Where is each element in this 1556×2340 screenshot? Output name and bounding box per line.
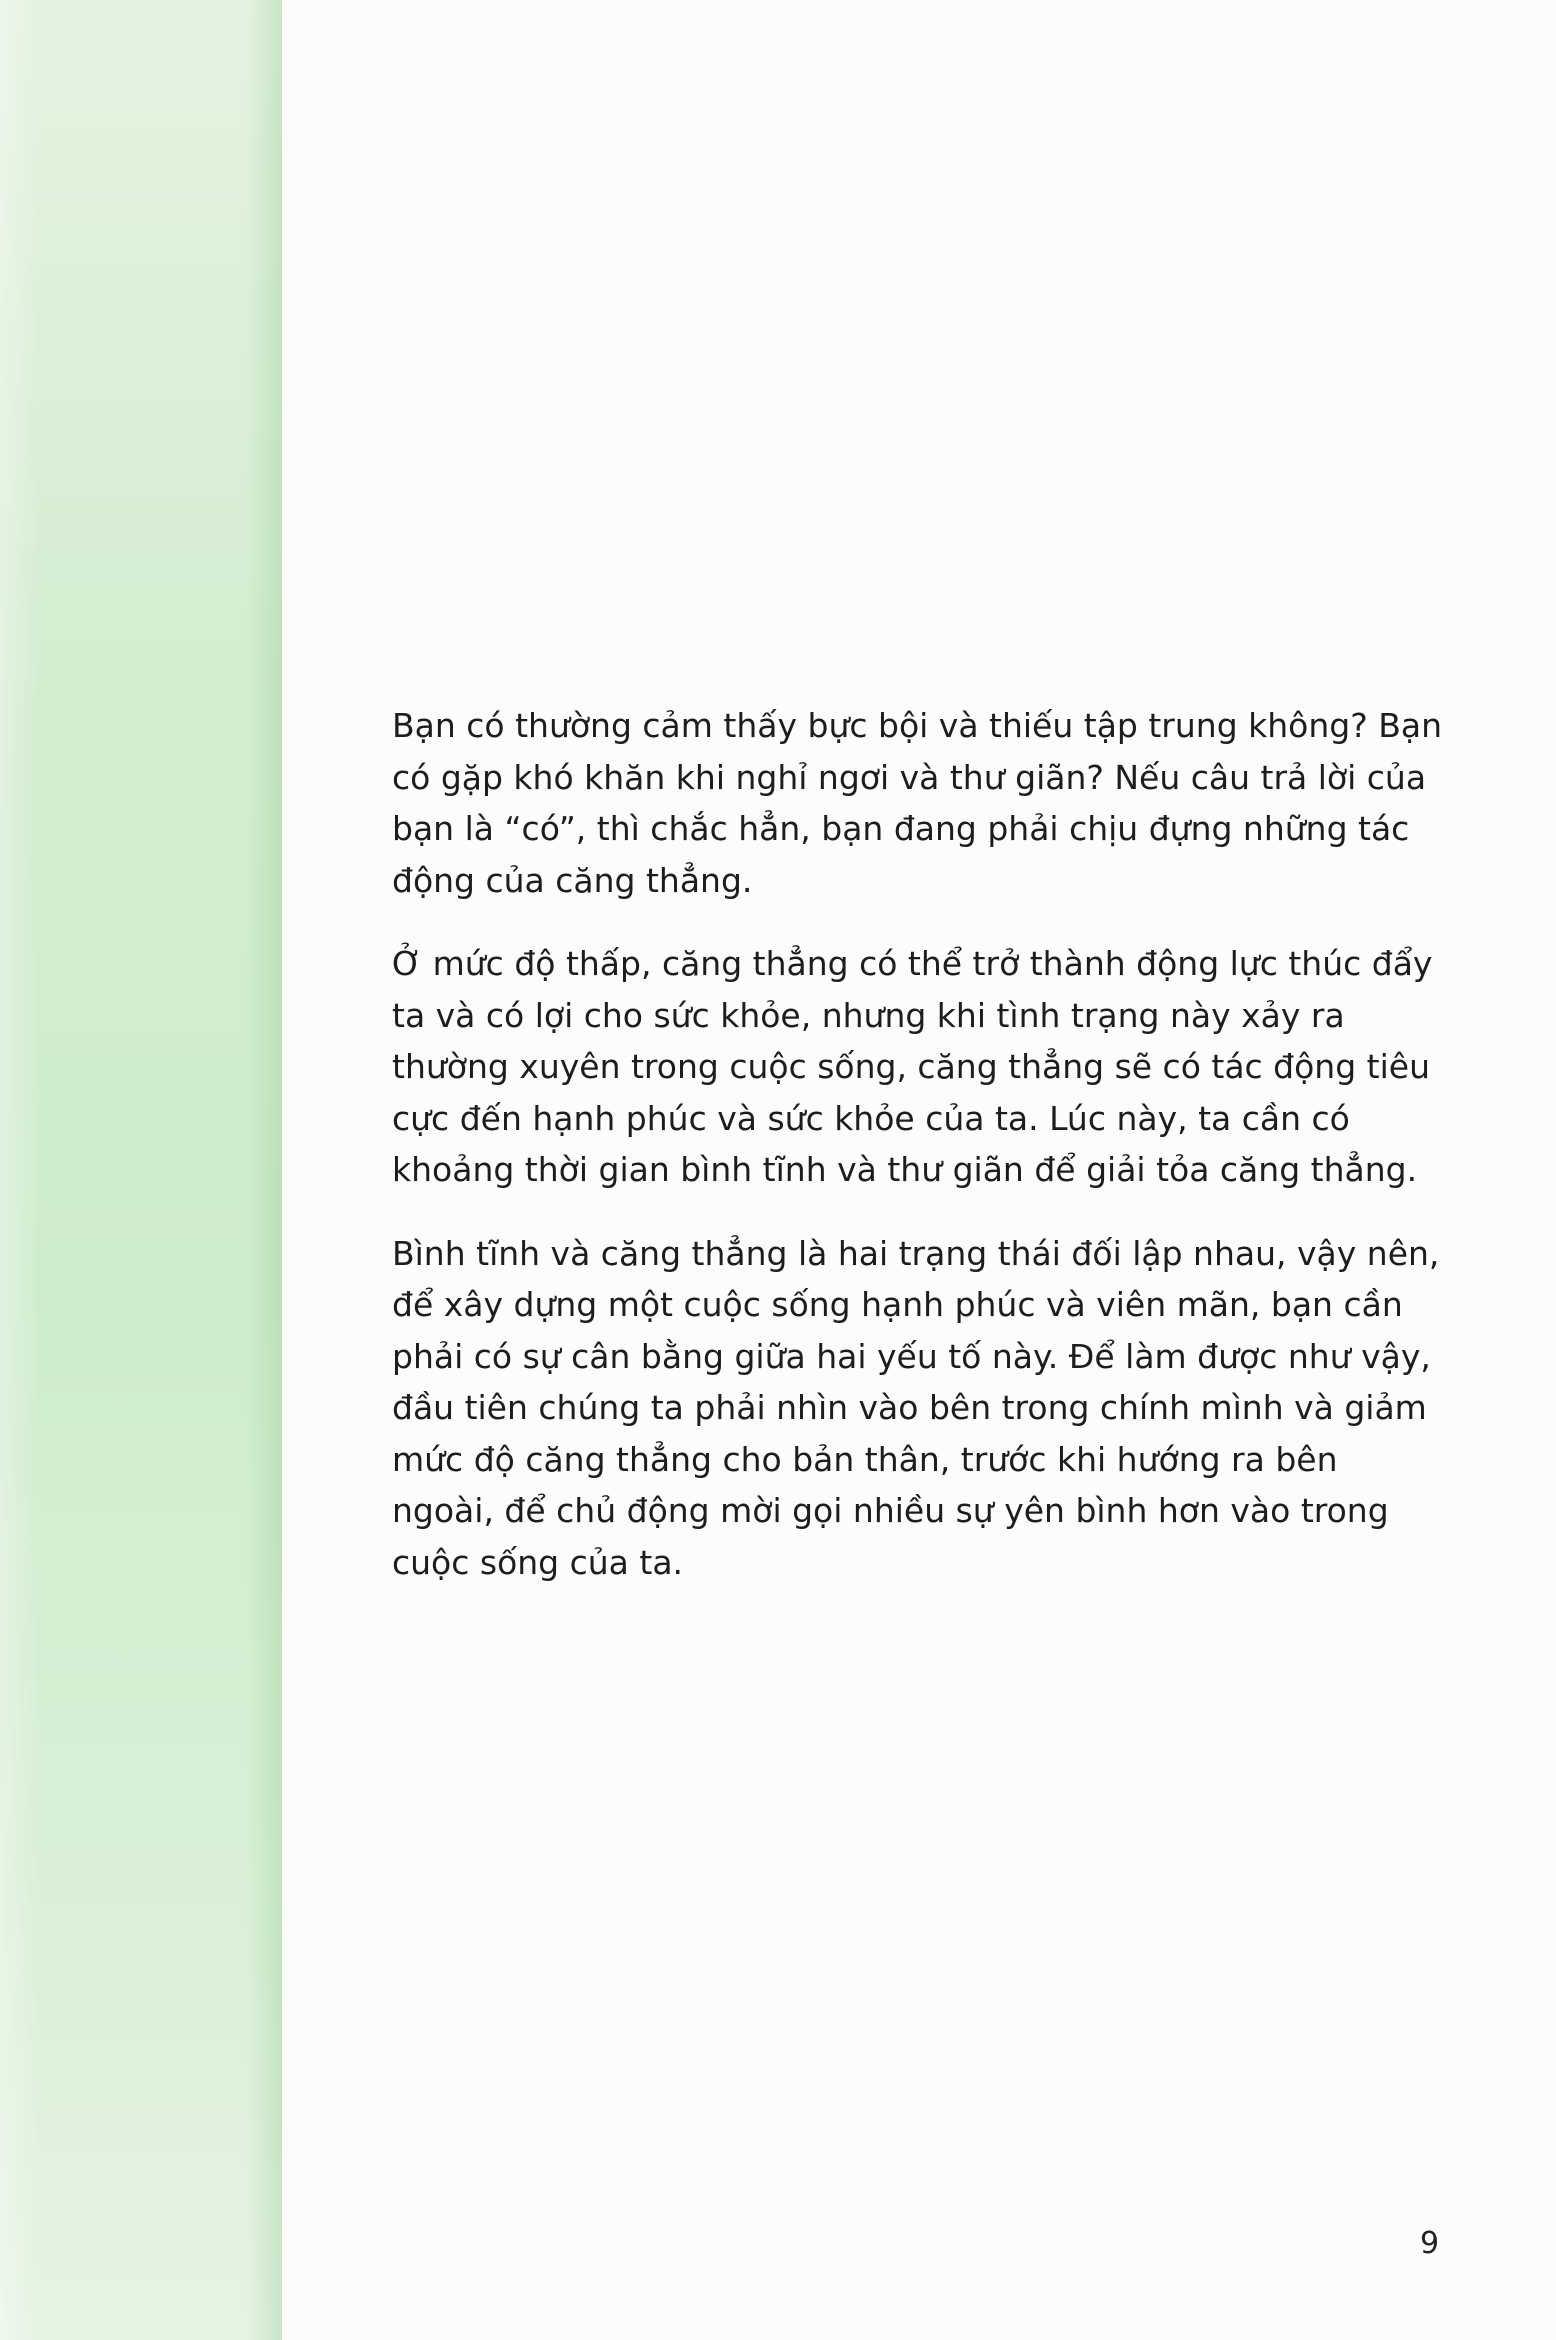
page-number: 9 (1420, 2226, 1440, 2261)
paragraph-2: Ở mức độ thấp, căng thẳng có thể trở thành động lực thúc đẩy ta và có lợi cho sức khỏe, nhưng khi tình trạng này xảy ra thường xuyên trong cuộc sống, căng thẳng sẽ có tác động tiêu cực đến hạnh phúc và sức khỏe của ta. Lúc này, ta cần có khoảng thời gian bình tĩnh và thư giãn để giải tỏa căng thẳng. (392, 944, 1433, 1189)
paragraph-1: Bạn có thường cảm thấy bực bội và thiếu tập trung không? Bạn có gặp khó khăn khi nghỉ ngơi và thư giãn? Nếu câu trả lời của bạn là “có”, thì chắc hẳn, bạn đang phải chịu đựng những tác động của căng thẳng. (392, 706, 1442, 900)
paragraph-3: Bình tĩnh và căng thẳng là hai trạng thái đối lập nhau, vậy nên, để xây dựng một cuộc sống hạnh phúc và viên mãn, bạn cần phải có sự cân bằng giữa hai yếu tố này. Để làm được như vậy, đầu tiên chúng ta phải nhìn vào bên trong chính mình và giảm mức độ căng thẳng cho bản thân, trước khi hướng ra bên ngoài, để chủ động mời gọi nhiều sự yên bình hơn vào trong cuộc sống của ta. (392, 1233, 1440, 1582)
body-text (392, 700, 1448, 1620)
green-margin-strip (0, 0, 282, 2340)
